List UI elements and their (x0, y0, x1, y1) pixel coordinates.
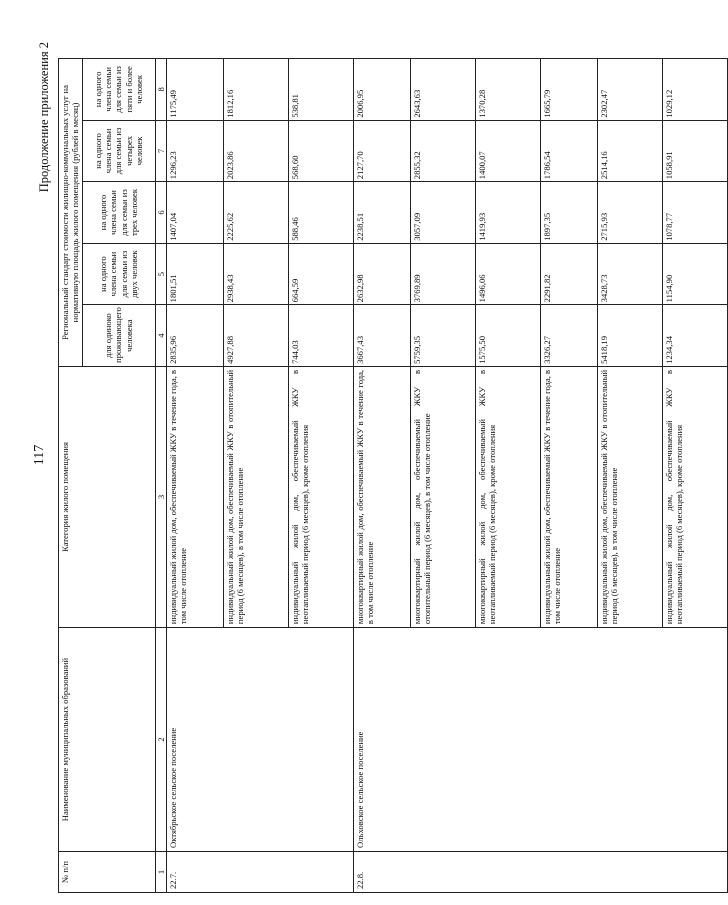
municipality-name: Ольховское сельское поселение (353, 628, 727, 852)
table-row (353, 59, 410, 893)
column-index: 7 (155, 120, 166, 182)
housing-category: многоквартирный жилой дом, обеспечиваемый ЖКУ в течение года, в том числе отопление (353, 366, 410, 627)
value-cell: 1575,50 (475, 305, 540, 367)
value-cell: 1029,12 (662, 59, 727, 121)
column-index: 4 (155, 305, 166, 367)
value-cell: 1058,91 (662, 120, 727, 182)
value-cell: 5418,19 (597, 305, 662, 367)
value-cell: 2514,16 (597, 120, 662, 182)
value-cell: 1078,77 (662, 182, 727, 244)
value-cell: 2291,82 (540, 243, 597, 305)
housing-category: индивидуальный жилой дом, обеспечиваемый ЖКУ в неотапливаемый период (6 месяцев), кроме отопления (288, 366, 353, 627)
column-index: 2 (155, 628, 166, 852)
header-category: Категория жилого помещения (59, 366, 156, 627)
value-cell: 2938,43 (223, 243, 288, 305)
value-cell: 1234,34 (662, 305, 727, 367)
value-cell: 2302,47 (597, 59, 662, 121)
column-index: 1 (155, 851, 166, 892)
value-cell: 568,60 (288, 120, 353, 182)
value-cell: 1665,79 (540, 59, 597, 121)
continuation-label: Продолжение приложения 2 (37, 42, 51, 193)
header-sub-4: на одного члена семьи для семьи из четырех человек (82, 120, 155, 182)
housing-category: индивидуальный жилой дом, обеспечиваемый ЖКУ в отопительный период (6 месяцев), в том числе отопление (597, 366, 662, 627)
header-sub-3: на одного члена семьи для семьи из трех человек (82, 182, 155, 244)
value-cell: 744,03 (288, 305, 353, 367)
value-cell: 1407,04 (166, 182, 223, 244)
value-cell: 1496,06 (475, 243, 540, 305)
header-sub-2: на одного члена семьи для семьи из двух человек (82, 243, 155, 305)
column-index: 8 (155, 59, 166, 121)
housing-category: индивидуальный жилой дом, обеспечиваемый ЖКУ в отопительный период (6 месяцев), в том числе отопление (223, 366, 288, 627)
value-cell: 1175,49 (166, 59, 223, 121)
housing-cost-table (58, 58, 728, 893)
housing-category: индивидуальный жилой дом, обеспечиваемый ЖКУ в течение года, в том числе отопление (166, 366, 223, 627)
value-cell: 2127,70 (353, 120, 410, 182)
value-cell: 1154,90 (662, 243, 727, 305)
header-municipality: Наименование муниципальных образований (59, 628, 156, 852)
header-sub-5: на одного члена семьи для семьи из пяти и более человек (82, 59, 155, 121)
value-cell: 2835,96 (166, 305, 223, 367)
value-cell: 2632,98 (353, 243, 410, 305)
value-cell: 1786,54 (540, 120, 597, 182)
value-cell: 3326,27 (540, 305, 597, 367)
value-cell: 3769,89 (410, 243, 475, 305)
column-index: 5 (155, 243, 166, 305)
value-cell: 1801,51 (166, 243, 223, 305)
housing-category: индивидуальный жилой дом, обеспечиваемый ЖКУ в течение года, в том числе отопление (540, 366, 597, 627)
value-cell: 1400,07 (475, 120, 540, 182)
value-cell: 538,81 (288, 59, 353, 121)
value-cell: 664,59 (288, 243, 353, 305)
column-index: 3 (155, 366, 166, 627)
value-cell: 3428,73 (597, 243, 662, 305)
value-cell: 1812,16 (223, 59, 288, 121)
header-num: № п/п (59, 851, 156, 892)
value-cell: 1419,93 (475, 182, 540, 244)
value-cell: 1296,23 (166, 120, 223, 182)
value-cell: 4927,88 (223, 305, 288, 367)
value-cell: 2006,95 (353, 59, 410, 121)
row-number: 22.7. (166, 851, 353, 892)
housing-category: многоквартирный жилой дом, обеспечиваемый ЖКУ в отопительный период (6 месяцев), в том числе отопление (410, 366, 475, 627)
value-cell: 1897,35 (540, 182, 597, 244)
housing-category: многоквартирный жилой дом, обеспечиваемый ЖКУ в неотапливаемый период (6 месяцев), кроме отопления (475, 366, 540, 627)
header-sub-1: для одиноко проживающего человека (82, 305, 155, 367)
housing-category: индивидуальный жилой дом, обеспечиваемый ЖКУ в неотапливаемый период (6 месяцев), кроме отопления (662, 366, 727, 627)
value-cell: 2023,86 (223, 120, 288, 182)
value-cell: 2238,51 (353, 182, 410, 244)
value-cell: 3057,09 (410, 182, 475, 244)
column-index: 6 (155, 182, 166, 244)
page-number: 117 (32, 444, 47, 466)
table-row (166, 59, 223, 893)
municipality-name: Октябрьское сельское поселение (166, 628, 353, 852)
value-cell: 5759,35 (410, 305, 475, 367)
value-cell: 2643,63 (410, 59, 475, 121)
header-standard: Региональный стандарт стоимости жилищно-коммунальных услуг на нормативную площадь жилого помещения (рублей в месяц) (59, 59, 83, 367)
value-cell: 2225,62 (223, 182, 288, 244)
value-cell: 1370,28 (475, 59, 540, 121)
value-cell: 2715,93 (597, 182, 662, 244)
value-cell: 3667,43 (353, 305, 410, 367)
value-cell: 2855,32 (410, 120, 475, 182)
row-number: 22.8. (353, 851, 727, 892)
value-cell: 588,46 (288, 182, 353, 244)
